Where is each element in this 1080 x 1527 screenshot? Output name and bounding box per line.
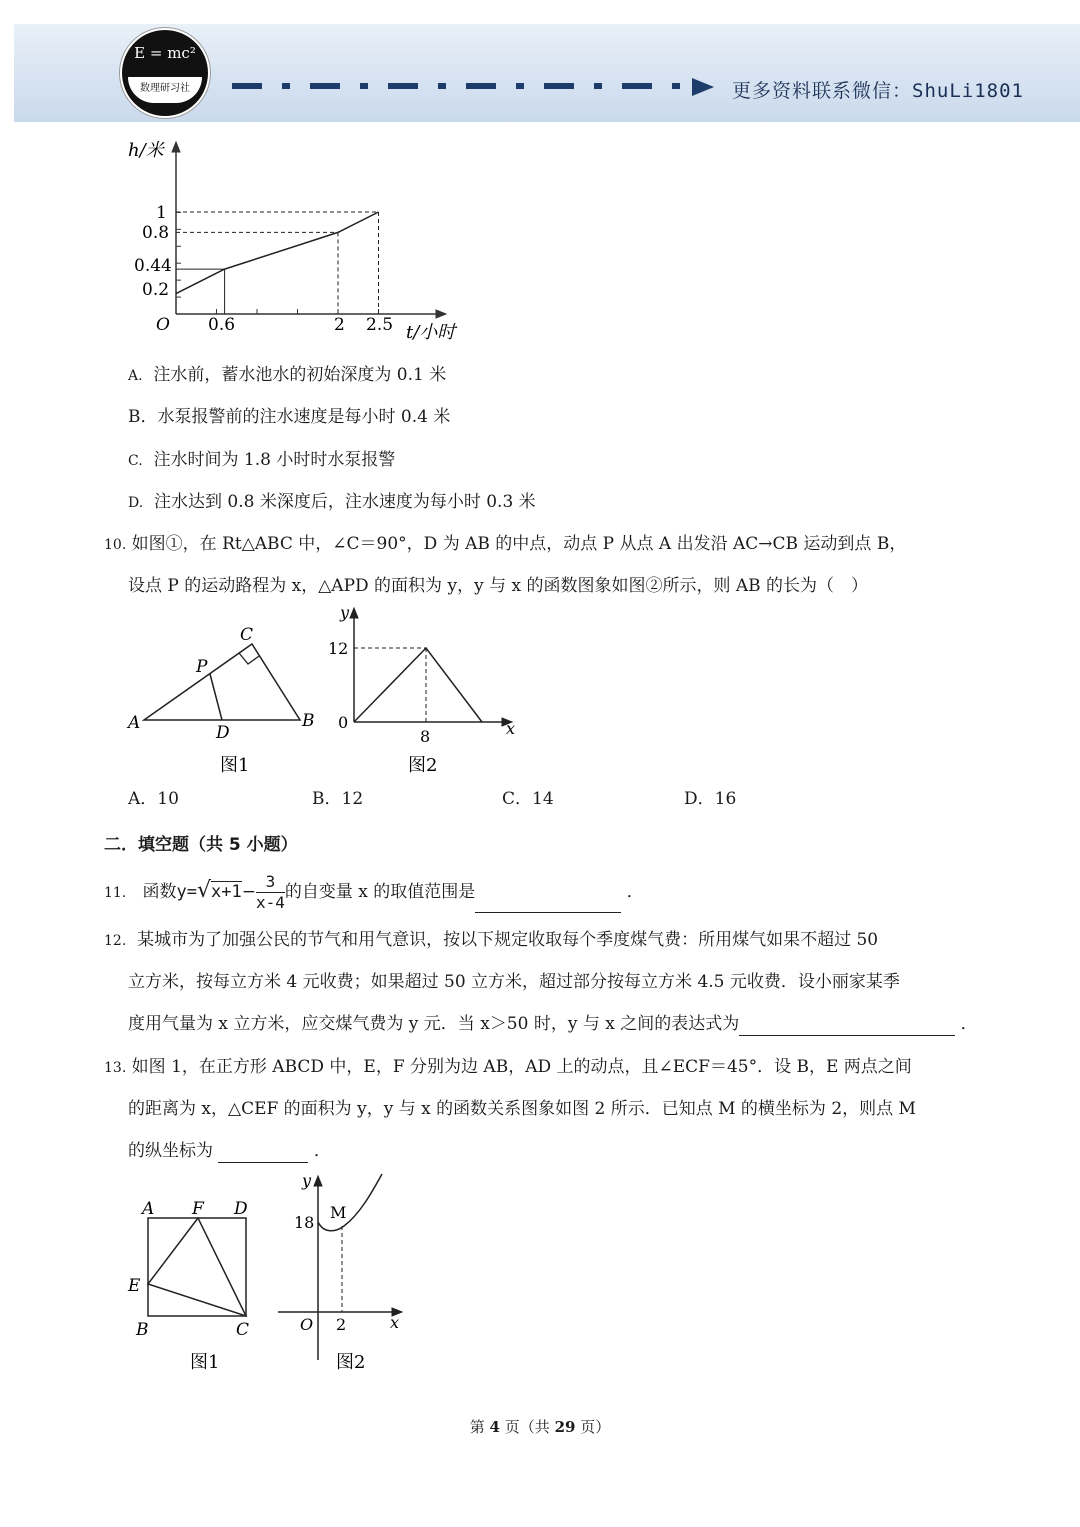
fig2-y-label: y — [340, 604, 350, 622]
label-d: D — [216, 723, 230, 743]
triangle-cef — [148, 1218, 246, 1316]
label-p: P — [196, 657, 208, 677]
q10-fig2-curve — [354, 648, 482, 722]
label-d: D — [234, 1199, 248, 1219]
q10-option-d: D．16 — [684, 789, 737, 809]
q12-answer-blank[interactable] — [739, 1013, 955, 1036]
fig1-caption: 图1 — [220, 755, 250, 776]
header-dash-line — [232, 82, 692, 90]
square-abcd — [148, 1218, 246, 1316]
fig2-y-label: y — [302, 1171, 312, 1190]
page-number: 4 — [489, 1418, 500, 1436]
q9-xlabel: t/小时 — [406, 322, 456, 343]
q10-line2: 设点 P 的运动路程为 x，△APD 的面积为 y，y 与 x 的函数图象如图②所示，则 AB 的长为（ ） — [128, 576, 869, 596]
q10-fig1 — [120, 620, 330, 780]
point-m-label: M — [330, 1203, 347, 1222]
q12-line3: 度用气量为 x 立方米，应交煤气费为 y 元．当 x＞50 时，y 与 x 之间的表达式为 ． — [128, 1014, 978, 1034]
q13-line2: 的距离为 x，△CEF 的面积为 y，y 与 x 的函数关系图象如图 2 所示．已知点 M 的横坐标为 2，则点 M — [128, 1099, 916, 1119]
q9-ytick-0.8: 0.8 — [142, 223, 170, 243]
arrow-right-icon — [692, 78, 714, 96]
label-e: E — [128, 1276, 141, 1296]
q10-option-b: B．12 — [312, 789, 364, 809]
fig2-caption: 图2 — [408, 755, 438, 776]
fig2-ytick: 18 — [294, 1213, 315, 1232]
page-footer: 第 4 页（共 29 页） — [469, 1418, 611, 1436]
logo-org: 数理研习社 — [128, 77, 202, 103]
q9-graph-lines — [176, 212, 379, 314]
q9-option-d: D. 注水达到 0.8 米深度后，注水速度为每小时 0.3 米 — [128, 492, 536, 512]
label-f: F — [192, 1199, 204, 1219]
q13-fig2 — [272, 1170, 412, 1374]
q9-option-b: B．水泵报警前的注水速度是每小时 0.4 米 — [128, 407, 451, 427]
q9-ytick-0.44: 0.44 — [134, 256, 172, 276]
right-angle-mark — [239, 653, 259, 664]
label-b: B — [136, 1320, 149, 1340]
q9-xtick-0.6: 0.6 — [208, 315, 236, 335]
q9-depth-line — [176, 212, 379, 294]
fig2-ytick: 12 — [328, 639, 349, 658]
logo — [120, 28, 210, 118]
fig2-caption: 图2 — [336, 1352, 366, 1373]
q9-ytick-0.2: 0.2 — [142, 280, 170, 300]
q9-graph — [120, 134, 480, 344]
label-c: C — [240, 625, 254, 645]
q9-option-a: A. 注水前，蓄水池水的初始深度为 0.1 米 — [128, 365, 447, 385]
label-b: B — [302, 711, 315, 731]
label-c: C — [236, 1320, 250, 1340]
fig1-caption: 图1 — [190, 1352, 220, 1373]
q10-fig2 — [320, 604, 530, 780]
fig2-origin: 0 — [338, 713, 349, 732]
q12-line1: 12. 某城市为了加强公民的节气和用气意识，按以下规定收取每个季度煤气费：所用煤气如果不超过 50 — [104, 930, 879, 950]
q10-option-a: A．10 — [128, 789, 179, 809]
q13-answer-blank[interactable] — [218, 1140, 308, 1163]
q9-ylabel: h/米 — [128, 140, 164, 161]
q10-option-c: C．14 — [502, 789, 554, 809]
q13-line1: 13. 如图 1，在正方形 ABCD 中，E，F 分别为边 AB，AD 上的动点，且∠ECF＝45°．设 B，E 两点之间 — [104, 1057, 912, 1077]
sqrt-sign: √ — [196, 878, 211, 903]
q11-answer-blank[interactable] — [475, 890, 621, 913]
fig2-x-label: x — [390, 1313, 400, 1332]
page-total: 29 — [554, 1418, 576, 1436]
section-title: 二．填空题（共 5 小题） — [104, 835, 298, 855]
q13-line3: 的纵坐标为 ． — [128, 1141, 331, 1161]
q12-line2: 立方米，按每立方米 4 元收费；如果超过 50 立方米，超过部分按每立方米 4.5 元收费．设小丽家某季 — [128, 972, 900, 992]
fig2-origin: O — [300, 1315, 314, 1334]
q9-xtick-2: 2 — [334, 315, 345, 335]
label-a: A — [142, 1199, 155, 1219]
q9-ytick-1: 1 — [156, 203, 167, 223]
fig2-xtick: 2 — [336, 1315, 347, 1334]
fraction: $\frac{3}{x-4}$ — [255, 872, 285, 912]
q13-fig2-curve — [318, 1174, 382, 1231]
label-a: A — [128, 713, 141, 733]
q9-option-c: C. 注水时间为 1.8 小时时水泵报警 — [128, 450, 396, 470]
triangle-abc — [144, 644, 300, 720]
fig2-x-label: x — [506, 719, 516, 738]
header-contact: 更多资料联系微信：ShuLi1801 — [732, 80, 1024, 102]
fig2-xtick: 8 — [420, 727, 431, 746]
q11: 11. 函数y=√x+1− $\frac{3}{x-4}$ 的自变量 x 的取值范围是 ． — [104, 872, 644, 912]
logo-formula: E = mc² — [134, 44, 196, 62]
segment-pd — [210, 674, 222, 720]
q9-origin: O — [156, 315, 170, 335]
q13-fig1 — [120, 1194, 270, 1374]
q9-xtick-2.5: 2.5 — [366, 315, 394, 335]
q10-line1: 10. 如图①，在 Rt△ABC 中，∠C＝90°，D 为 AB 的中点，动点 P 从点 A 出发沿 AC→CB 运动到点 B， — [104, 534, 907, 554]
